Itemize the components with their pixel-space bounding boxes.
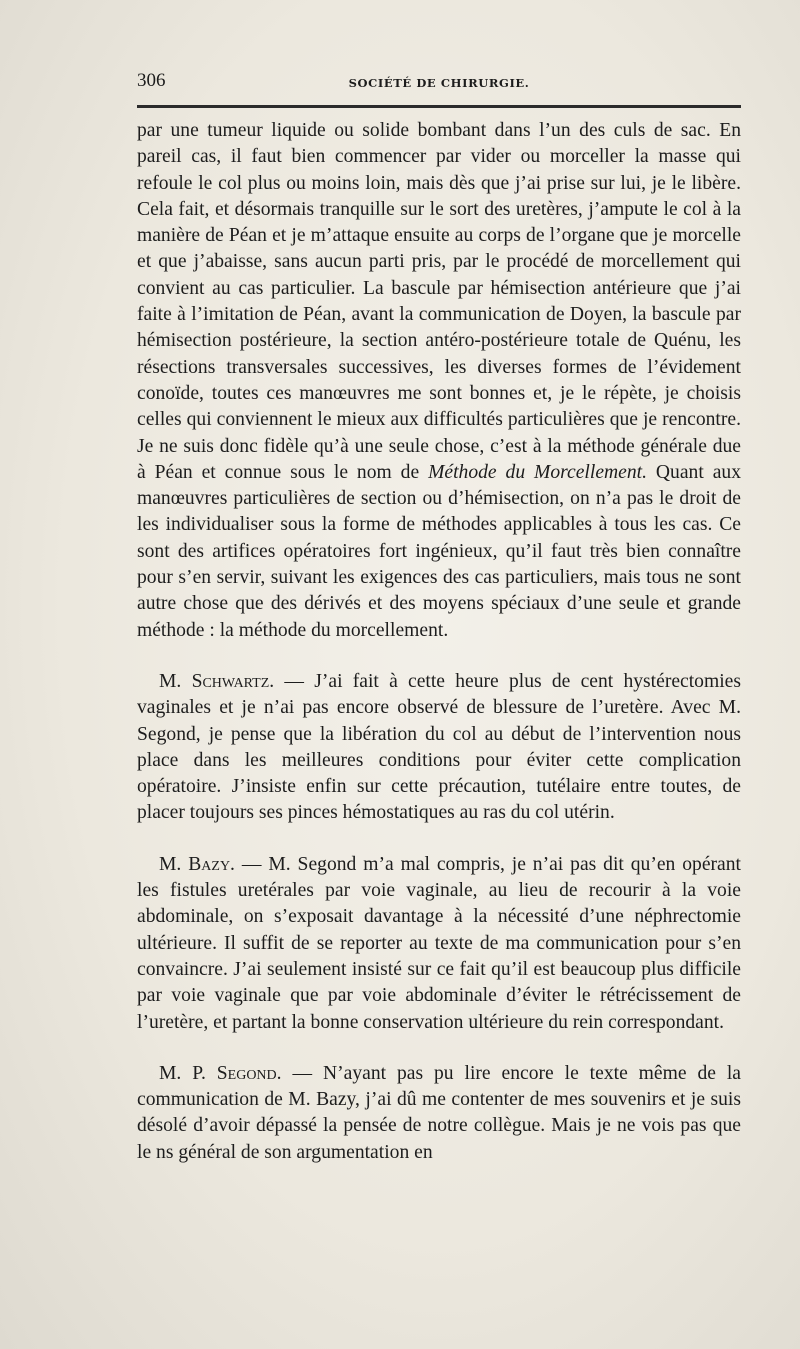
speaker-prefix: M. bbox=[159, 670, 192, 692]
speaker-prefix: M. P. bbox=[159, 1062, 217, 1084]
paragraph-text: — M. Segond m’a mal compris, je n’ai pas dit qu’en opérant les fistules uretérales par voie vaginale, au lieu de recourir à la voie abdominale, on s’exposait davantage à la nécessité d’une néphrectomie ultérieure. Il suffit de se reporter au texte de ma communication pour s’en convaincre. J’ai seulement insisté sur ce fait qu’il est beaucoup plus difficile par voie vaginale que par voie abdominale d’éviter le rétrécissement de l’uretère, et partant la bonne conservation ultérieure du rein correspondant. bbox=[137, 853, 741, 1033]
paragraph-text: Quant aux manœuvres particulières de section ou d’hémisection, on n’a pas le droit de les individualiser sous la forme de méthodes applicables à tous les cas. Ce sont des artifices opératoires fort ingénieux, qu’il faut très bien connaître pour s’en servir, suivant les exigences des cas particuliers, mais tous ne sont autre chose que des dérivés et des moyens spéciaux d’une seule et grande méthode : la méthode du morcellement. bbox=[137, 461, 741, 641]
paragraph-bazy bbox=[137, 852, 741, 1036]
speaker-prefix: M. bbox=[159, 853, 189, 875]
page-header bbox=[137, 70, 741, 100]
paragraph-text: par une tumeur liquide ou solide bombant dans l’un des culs de sac. En pareil cas, il faut bien commencer par vider ou morceller la masse qui refoule le col plus ou moins loin, mais dès que j’ai prise sur lui, je le libère. Cela fait, et désormais tranquille sur le sort des uretères, j’ampute le col à la manière de Péan et je m’attaque ensuite au corps de l’organe que je morcelle et que j’abaisse, sans aucun parti pris, par le procédé de morcellement qui convient au cas particulier. La bascule par hémisection antérieure que j’ai faite à l’imitation de Péan, avant la communication de Doyen, la bascule par hémisection postérieure, la section antéro-postérieure totale de Quénu, les résections transversales successives, les diverses formes de l’évidement conoïde, toutes ces manœuvres me sont bonnes et, je le répète, je choisis celles qui conviennent le mieux aux difficultés particulières que je rencontre. Je ne suis donc fidèle qu’à une seule chose, c’est à la méthode générale due à Péan et connue sous le nom de bbox=[137, 120, 741, 483]
speaker-name: Bazy. bbox=[188, 853, 235, 875]
body-text bbox=[137, 118, 741, 1166]
paragraph-continuation bbox=[137, 118, 741, 644]
page-number: 306 bbox=[137, 70, 166, 91]
speaker-name: Schwartz. bbox=[191, 670, 275, 692]
header-rule bbox=[137, 105, 741, 108]
method-title-italic: Méthode du Morcellement. bbox=[428, 461, 647, 483]
paragraph-text: — J’ai fait à cette heure plus de cent hystérectomies vaginales et je n’ai pas encore observé de blessure de l’uretère. Avec M. Segond, je pense que la libération du col au début de l’intervention nous place dans les meilleures conditions pour éviter cette complication opératoire. J’insiste enfin sur cette précaution, tutélaire entre toutes, de placer toujours ses pinces hémostatiques au ras du col utérin. bbox=[137, 670, 741, 824]
paragraph-schwartz bbox=[137, 669, 741, 827]
running-title: SOCIÉTÉ DE CHIRURGIE. bbox=[348, 76, 530, 90]
paragraph-text: — N’ayant pas pu lire encore le texte même de la communication de M. Bazy, j’ai dû me contenter de mes souvenirs et je suis désolé d’avoir dépassé la pensée de notre collègue. Mais je ne vois pas que le ns général de son argumentation en bbox=[137, 1062, 741, 1163]
paragraph-segond bbox=[137, 1061, 741, 1166]
speaker-name: Segond. bbox=[216, 1062, 282, 1084]
